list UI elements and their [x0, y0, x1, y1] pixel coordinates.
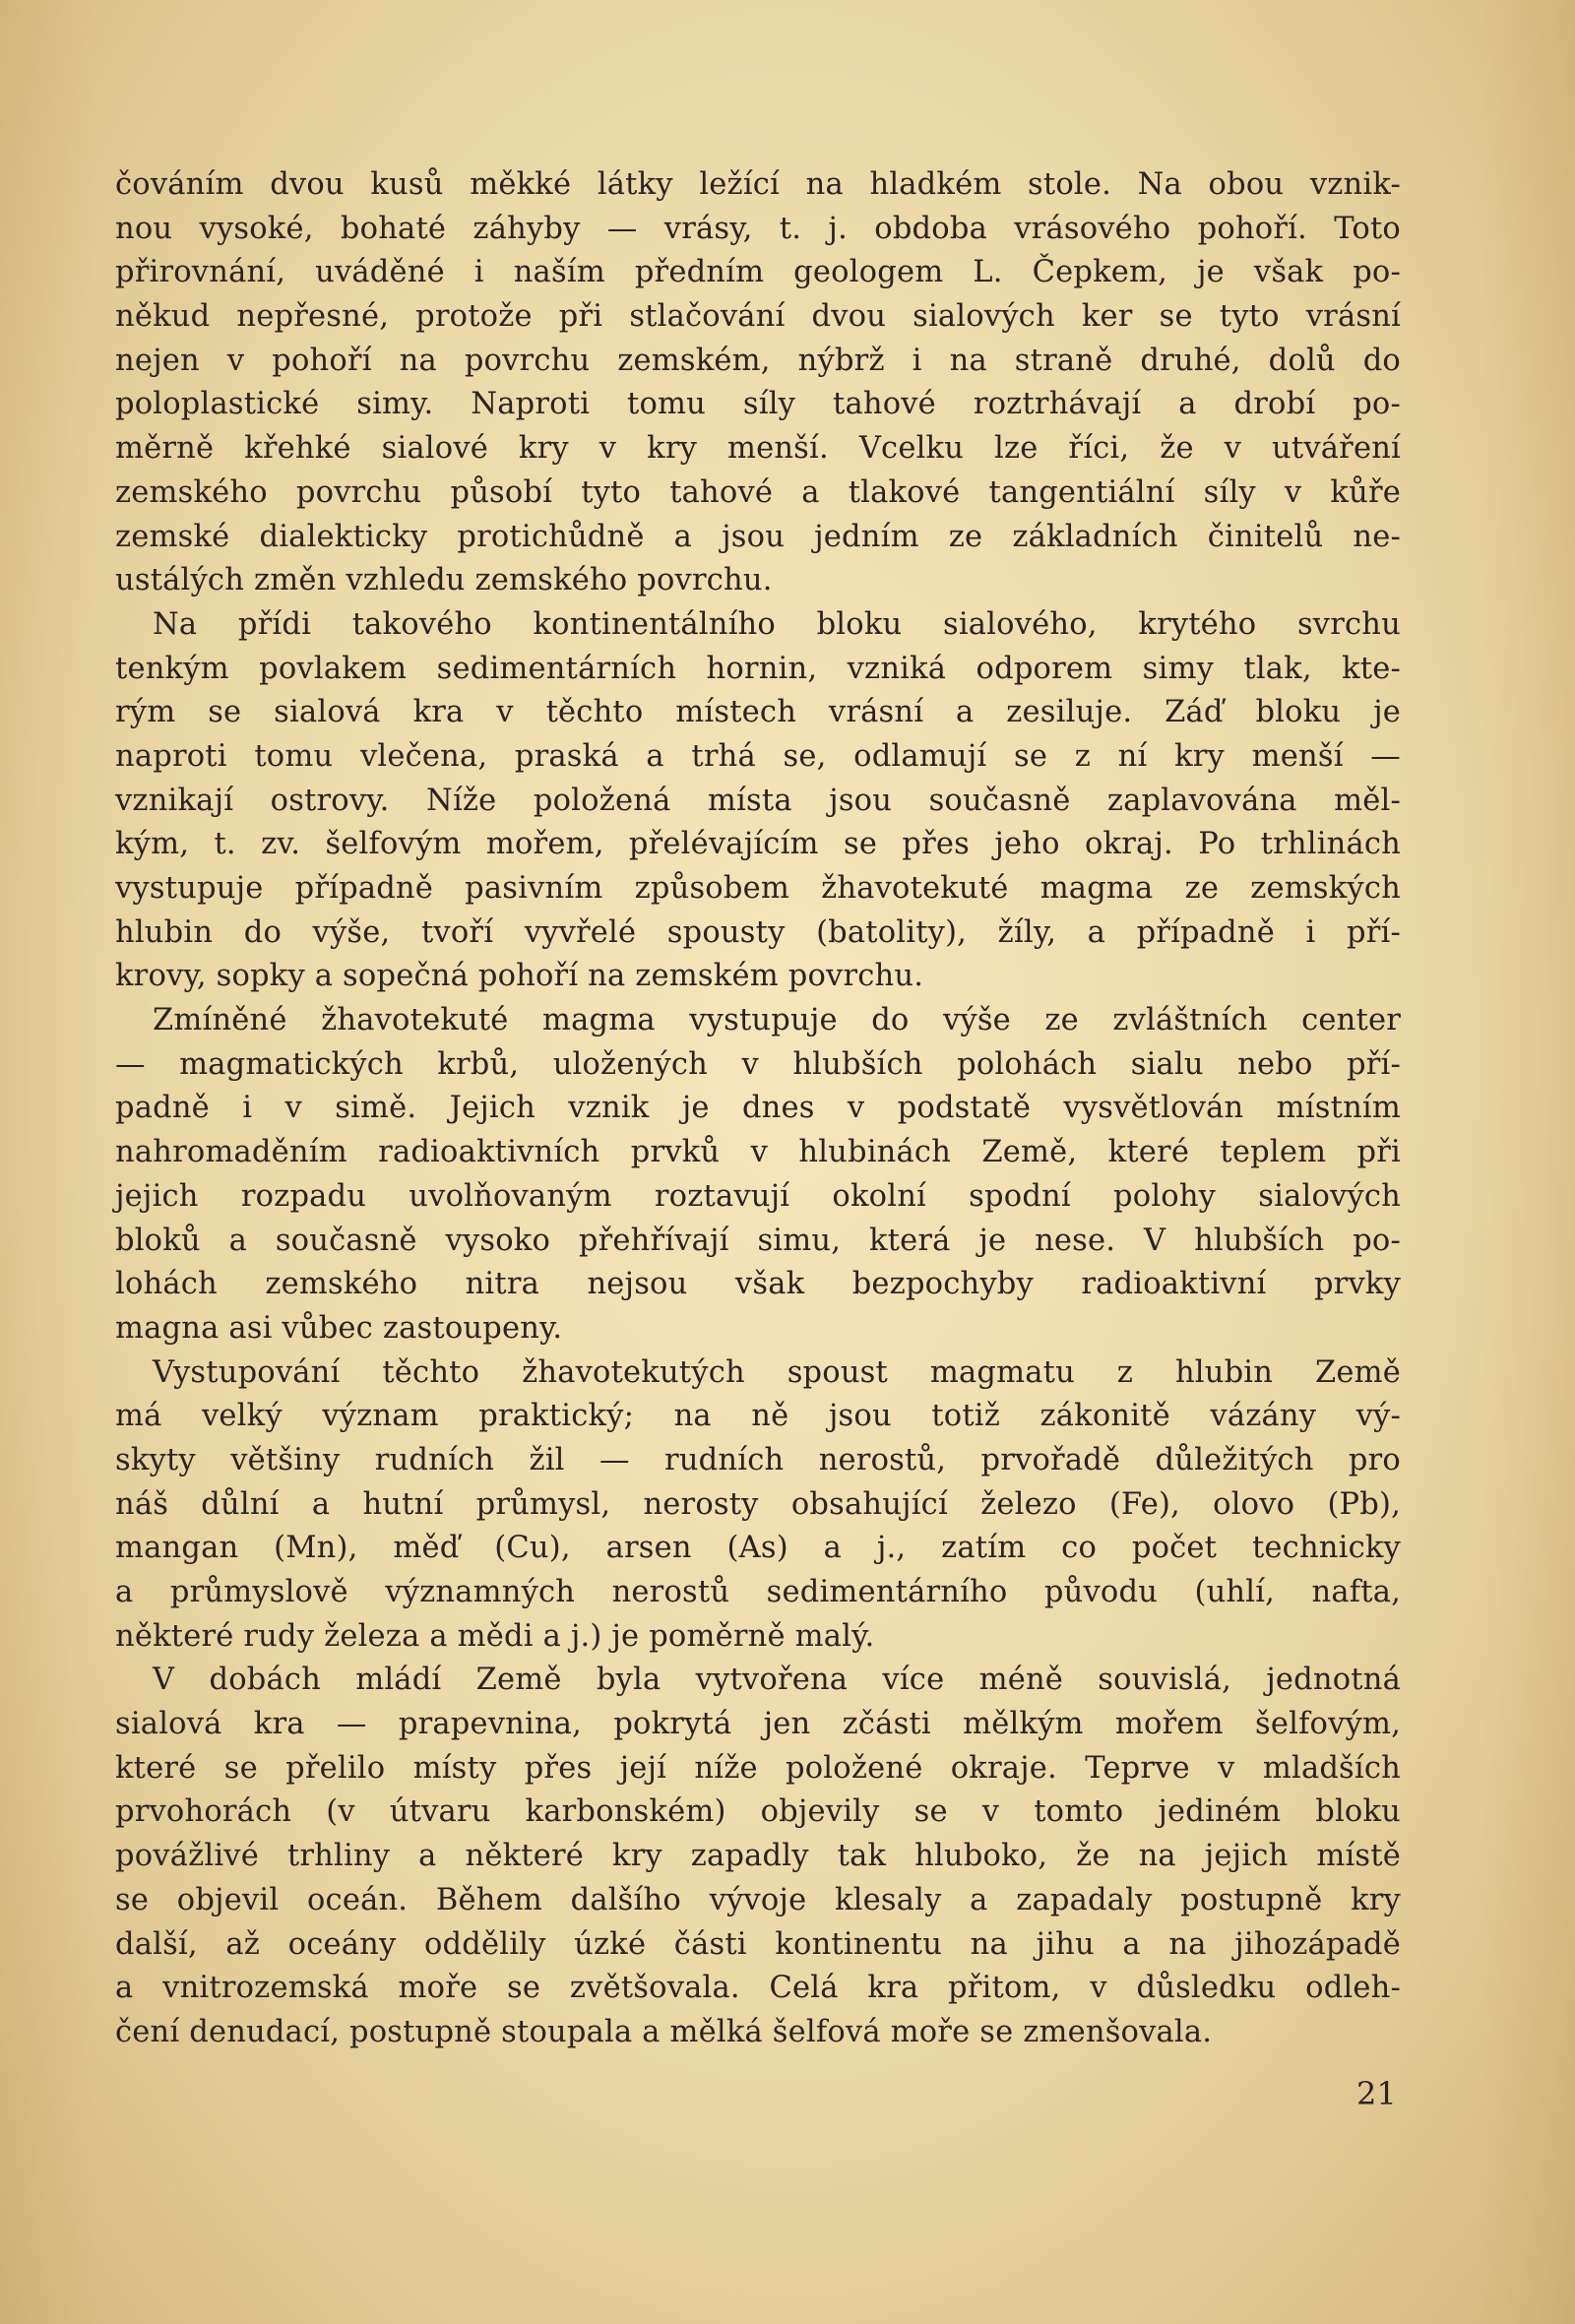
text-line: vznikají ostrovy. Níže položená místa jsou současně zaplavována měl- [115, 783, 1401, 818]
text-line: skyty většiny rudních žil — rudních nerostů, prvořadě důležitých pro [115, 1442, 1401, 1477]
text-line: jejich rozpadu uvolňovaným roztavují okolní spodní polohy sialových [115, 1178, 1401, 1214]
text-line: sialová kra — prapevnina, pokrytá jen zčásti mělkým mořem šelfovým, [115, 1707, 1401, 1742]
text-line: Zmíněné žhavotekuté magma vystupuje do výše ze zvláštních center [153, 1003, 1401, 1038]
text-line: má velký význam praktický; na ně jsou totiž zákonitě vázány vý- [115, 1399, 1401, 1434]
text-line: krovy, sopky a sopečná pohoří na zemském povrchu. [115, 959, 924, 994]
text-line: Vystupování těchto žhavotekutých spoust magmatu z hlubin Země [153, 1354, 1401, 1390]
paragraph [115, 603, 1401, 999]
text-line: hlubin do výše, tvoří vyvřelé spousty (batolity), žíly, a případně i pří- [115, 914, 1401, 950]
text-line: prvohorách (v útvaru karbonském) objevily se v tomto jediném bloku [115, 1794, 1401, 1830]
text-line: V dobách mládí Země byla vytvořena více méně souvislá, jednotná [153, 1663, 1401, 1698]
body-text [115, 163, 1401, 2055]
text-line: zemského povrchu působí tyto tahové a tlakové tangentiální síly v kůře [115, 474, 1401, 510]
text-line: povážlivé trhliny a některé kry zapadly tak hluboko, že na jejich místě [115, 1839, 1401, 1874]
paragraph [115, 1351, 1401, 1660]
text-line: lohách zemského nitra nejsou však bezpochyby radioaktivní prvky [115, 1267, 1401, 1302]
text-line: nahromaděním radioaktivních prvků v hlubinách Země, které teplem při [115, 1135, 1401, 1170]
text-line: zemské dialekticky protichůdně a jsou jedním ze základních činitelů ne- [115, 519, 1401, 554]
text-line: přirovnání, uváděné i naším předním geologem L. Čepkem, je však po- [115, 255, 1401, 290]
text-line: rým se sialová kra v těchto místech vrásní a zesiluje. Záď bloku je [115, 695, 1401, 730]
text-line: mangan (Mn), měď (Cu), arsen (As) a j., zatím co počet technicky [115, 1531, 1401, 1566]
text-line: a průmyslově významných nerostů sedimentárního původu (uhlí, nafta, [115, 1575, 1401, 1609]
text-line: čení denudací, postupně stoupala a mělká šelfová moře se zmenšovala. [115, 2014, 1213, 2049]
text-line: se objevil oceán. Během dalšího vývoje klesaly a zapadaly postupně kry [115, 1882, 1401, 1917]
text-line: další, až oceány oddělily úzké části kontinentu na jihu a na jihozápadě [115, 1926, 1401, 1962]
text-line: magna asi vůbec zastoupeny. [115, 1310, 563, 1346]
text-line: někud nepřesné, protože při stlačování dvou sialových ker se tyto vrásní [115, 299, 1401, 335]
text-line: ustálých změn vzhledu zemského povrchu. [115, 563, 773, 598]
text-line: nou vysoké, bohaté záhyby — vrásy, t. j. obdoba vrásového pohoří. Toto [115, 211, 1401, 246]
text-line: měrně křehké sialové kry v kry menší. Vcelku lze říci, že v utváření [115, 431, 1401, 467]
paragraph [115, 999, 1401, 1351]
text-line: padně i v simě. Jejich vznik je dnes v podstatě vysvětlován místním [115, 1091, 1401, 1126]
text-line: kým, t. zv. šelfovým mořem, přelévajícím se přes jeho okraj. Po trhlinách [115, 827, 1401, 862]
text-line: poloplastické simy. Naproti tomu síly tahové roztrhávají a drobí po- [115, 387, 1401, 422]
text-line: čováním dvou kusů měkké látky ležící na hladkém stole. Na obou vznik- [115, 167, 1401, 202]
paragraph [115, 163, 1401, 603]
paragraph [115, 1659, 1401, 2054]
text-line: vystupuje případně pasivním způsobem žhavotekuté magma ze zemských [115, 871, 1401, 906]
text-line: které se přelilo místy přes její níže položené okraje. Teprve v mladších [115, 1750, 1401, 1786]
text-line: Na přídi takového kontinentálního bloku sialového, krytého svrchu [153, 606, 1401, 642]
text-line: bloků a současně vysoko přehřívají simu, která je nese. V hlubších po- [115, 1223, 1401, 1258]
text-line: tenkým povlakem sedimentárních hornin, vzniká odporem simy tlak, kte- [115, 651, 1401, 686]
text-line: a vnitrozemská moře se zvětšovala. Celá kra přitom, v důsledku odleh- [115, 1971, 1401, 2006]
text-line: nejen v pohoří na povrchu zemském, nýbrž i na straně druhé, dolů do [115, 343, 1401, 378]
text-line: — magmatických krbů, uložených v hlubších polohách sialu nebo pří- [115, 1046, 1401, 1082]
text-line: naproti tomu vlečena, praská a trhá se, odlamují se z ní kry menší — [115, 738, 1401, 774]
page-number: 21 [1356, 2075, 1397, 2112]
text-line: některé rudy železa a mědi a j.) je poměrně malý. [115, 1618, 875, 1654]
text-line: náš důlní a hutní průmysl, nerosty obsahující železo (Fe), olovo (Pb), [115, 1486, 1401, 1522]
